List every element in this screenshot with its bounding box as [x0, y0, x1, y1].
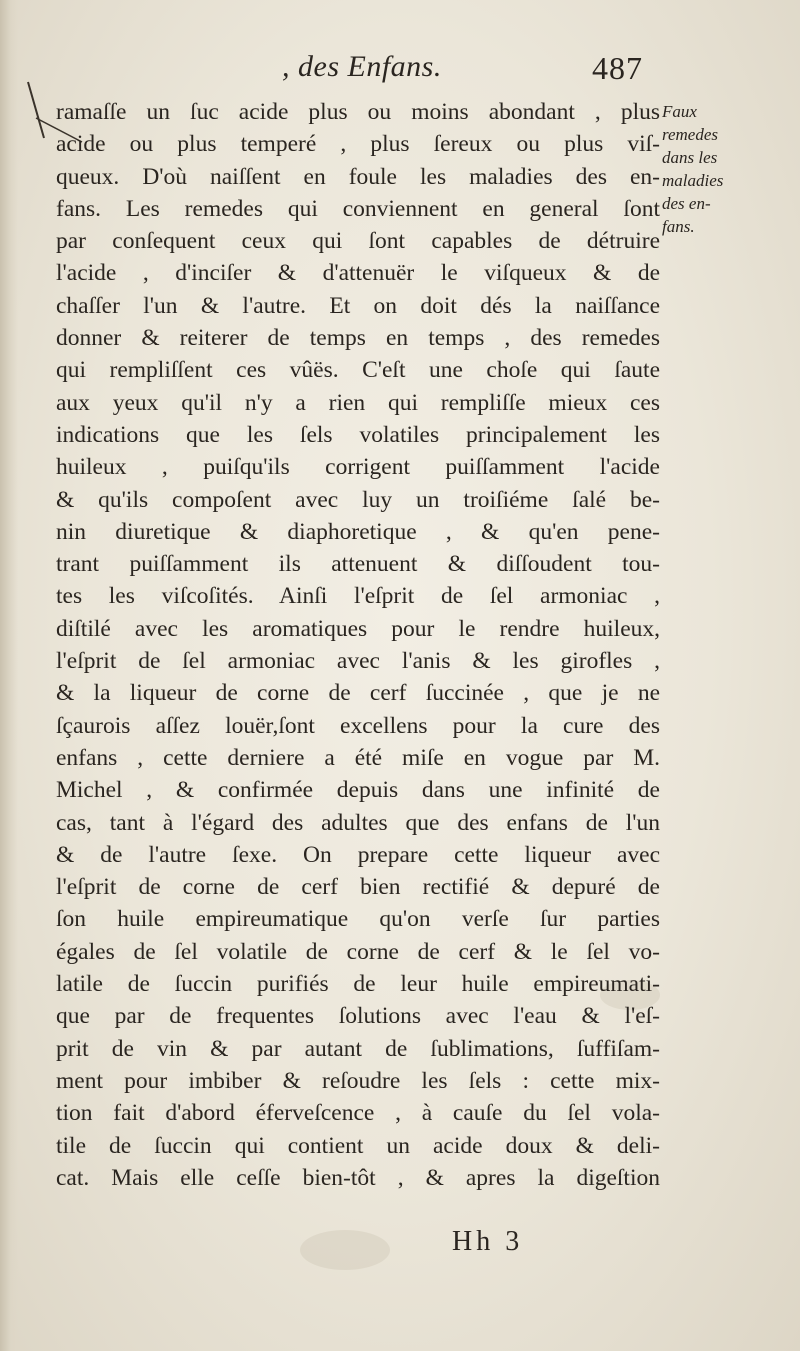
text-line: ſon huile empireumatique qu'on verſe ſur parties: [56, 906, 660, 933]
text-line: Michel , & confirmée depuis dans une infinité de: [56, 777, 660, 804]
text-line: acide ou plus temperé , plus ſereux ou plus viſ-: [56, 131, 660, 158]
text-line: aux yeux qu'il n'y a rien qui rempliſſe mieux ces: [56, 389, 660, 416]
text-line: & la liqueur de corne de cerf ſuccinée , que je ne: [56, 680, 660, 707]
page-gutter-shadow: [0, 0, 18, 1351]
text-line: par conſequent ceux qui ſont capables de détruire: [56, 228, 660, 255]
text-line: fans. Les remedes qui conviennent en general ſont: [56, 195, 660, 222]
text-line: indications que les ſels volatiles principalement les: [56, 421, 660, 448]
text-line: nin diuretique & diaphoretique , & qu'en pene-: [56, 518, 660, 545]
marginal-note-line: remedes: [662, 125, 719, 144]
paper-stain: [300, 1230, 390, 1270]
text-line: l'eſprit de corne de cerf bien rectifié & depuré de: [56, 874, 660, 901]
text-line: qui rempliſſent ces vûës. C'eſt une choſe qui ſaute: [56, 357, 660, 384]
marginal-note-line: Faux: [662, 102, 697, 121]
text-line: queux. D'où naiſſent en foule les maladies des en-: [56, 163, 660, 190]
text-line: cas, tant à l'égard des adultes que des enfans de l'un: [56, 809, 660, 836]
text-line: l'eſprit de ſel armoniac avec l'anis & les girofles ,: [56, 648, 660, 675]
text-line: latile de ſuccin purifiés de leur huile empireumati-: [56, 971, 660, 998]
body-text: [56, 96, 660, 1194]
text-line: l'acide , d'inciſer & d'attenuër le viſqueux & de: [56, 260, 660, 287]
text-line: cat. Mais elle ceſſe bien-tôt , & apres la digeſtion: [56, 1164, 660, 1191]
text-line: donner & reiterer de temps en temps , des remedes: [56, 325, 660, 352]
text-line: ment pour imbiber & reſoudre les ſels : cette mix-: [56, 1067, 660, 1094]
page-number: 487: [592, 50, 643, 86]
text-line: tile de ſuccin qui contient un acide doux & deli-: [56, 1132, 660, 1159]
text-line: chaſſer l'un & l'autre. Et on doit dés la naiſſance: [56, 292, 660, 319]
marginal-note-line: des en-: [662, 194, 711, 213]
marginal-note-line: dans les: [662, 148, 718, 167]
text-line: ramaſſe un ſuc acide plus ou moins abondant , plus: [56, 99, 660, 125]
running-head: [272, 50, 672, 94]
running-title: , des Enfans.: [282, 50, 442, 83]
text-line: prit de vin & par autant de ſublimations, ſuffiſam-: [56, 1035, 660, 1062]
marginal-note-line: maladies: [662, 171, 724, 190]
text-line: ſçaurois aſſez louër,ſont excellens pour la cure des: [56, 712, 660, 739]
text-line: & qu'ils compoſent avec luy un troiſiéme ſalé be-: [56, 486, 660, 513]
text-line: diſtilé avec les aromatiques pour le rendre huileux,: [56, 615, 660, 642]
text-line: égales de ſel volatile de corne de cerf & le ſel vo-: [56, 938, 660, 965]
text-line: trant puiſſamment ils attenuent & diſſoudent tou-: [56, 551, 660, 578]
text-line: huileux , puiſqu'ils corrigent puiſſamment l'acide: [56, 454, 660, 481]
text-line: tes les viſcoſités. Ainſi l'eſprit de ſel armoniac ,: [56, 583, 660, 610]
text-line: enfans , cette derniere a été miſe en vogue par M.: [56, 744, 660, 771]
marginal-note: [662, 100, 798, 238]
signature-mark: Hh 3: [452, 1226, 524, 1257]
text-line: & de l'autre ſexe. On prepare cette liqueur avec: [56, 841, 660, 868]
text-line: que par de frequentes ſolutions avec l'eau & l'eſ-: [56, 1003, 660, 1030]
marginal-note-line: fans.: [662, 217, 695, 236]
text-line: tion fait d'abord éferveſcence , à cauſe du ſel vola-: [56, 1100, 660, 1127]
